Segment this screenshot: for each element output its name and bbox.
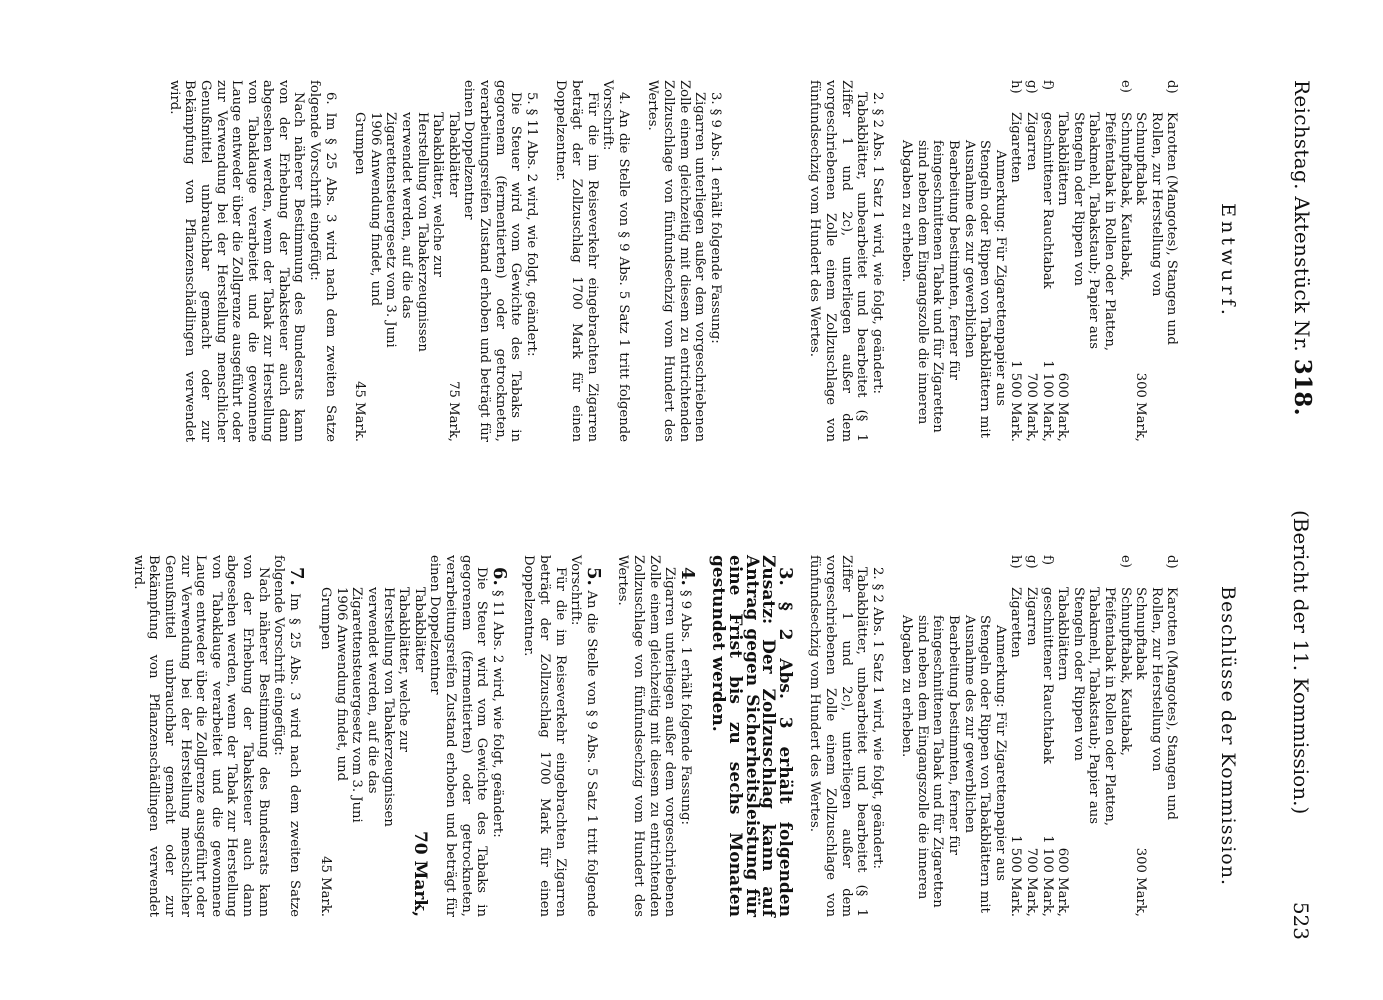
item-label: g) xyxy=(1024,555,1040,569)
tariff-item xyxy=(1023,555,1039,917)
header-left-text: Reichstag. Aktenstück Nr. xyxy=(1290,80,1314,353)
tax-line-text: Tabakblätter, welche zur Herstellung von Tabakerzeugnissen verwendet werden, auf die das Zigarettensteuergesetz vom 3. Juni 1906 Anwendung findet, und Grumpen xyxy=(318,587,412,827)
section-2-heading: 2. § 2 Abs. 1 Satz 1 wird, wie folgt, geändert: xyxy=(869,92,885,394)
tariff-item xyxy=(1008,80,1024,442)
section-4-body: Für die im Reiseverkehr eingebrachten Zigarren beträgt der Zollzuschlag 1700 Mark für einen Doppelzentner. xyxy=(553,80,600,442)
section-3-body: Zigarren unterliegen außer dem vorgeschriebenen Zolle einem gleichzeitig mit diesem zu entrichtenden Zollzuschlage von fünfundsechzig vom Hundert des Wertes. xyxy=(645,80,708,442)
header-title xyxy=(1289,80,1316,416)
section-heading-text: Im § 25 Abs. 3 wird nach dem zweiten Satze folgende Vorschrift eingefügt: xyxy=(271,555,302,917)
section-4-body: Zigarren unterliegen außer dem vorgeschriebenen Zolle einem gleichzeitig mit diesem zu entrichtenden Zollzuschlage von fünfundsechzig vom Hundert des Wertes. xyxy=(615,555,678,917)
tax-line-amount: 45 Mark. xyxy=(318,856,334,917)
tariff-item xyxy=(1133,555,1180,917)
section-number: 7. xyxy=(285,567,307,586)
item-amount: 700 Mark, xyxy=(1023,844,1039,917)
section-3-heading: 3. § 9 Abs. 1 erhält folgende Fassung: xyxy=(707,92,723,344)
header-commission: (Bericht der 11. Kommission.) xyxy=(1289,510,1313,815)
item-label: d) xyxy=(1164,555,1180,569)
section-2-body: Tabakblätter, unbearbeitet und bearbeitet (§ 1 Ziffer 1 und 2c), unterliegen außer dem vorgeschriebenen Zolle einem Zollzuschlage von fünfundsechzig vom Hundert des Wertes. xyxy=(807,555,870,917)
tax-line xyxy=(445,80,461,442)
commission-title: Beschlüsse der Kommission. xyxy=(1217,586,1239,886)
annotation-note: Anmerkung: Für Zigarettenpapier aus Stengeln oder Rippen von Tabakblättern mit Ausnahme des zur gewerblichen Bearbeitung bestimmten, ferner für feingeschnittenen Tabak und für Zigaretten sind neben dem Eingangszolle die inneren Abgaben zu erheben. xyxy=(899,615,1008,913)
tariff-item xyxy=(1039,80,1055,442)
tax-line-amount: 70 Mark, xyxy=(409,830,430,917)
item-label: e) xyxy=(1117,80,1133,93)
tax-line xyxy=(318,555,412,917)
section-2-body: Tabakblätter, unbearbeitet und bearbeitet (§ 1 Ziffer 1 und 2c), unterliegen außer dem vorgeschriebenen Zolle einem Zollzuschlage von fünfundsechzig vom Hundert des Wertes. xyxy=(807,80,870,442)
item-label: f) xyxy=(1039,555,1055,566)
item-amount: 300 Mark, xyxy=(1133,844,1149,917)
section-6-heading xyxy=(488,555,510,917)
item-text: Zigarren xyxy=(1024,587,1040,646)
section-5-body: Für die im Reiseverkehr eingebrachten Zigarren beträgt der Zollzuschlag 1700 Mark für einen Doppelzentner. xyxy=(521,555,568,917)
item-text: geschnittener Rauchtabak xyxy=(1039,587,1055,764)
item-amount: 1 100 Mark, xyxy=(1039,356,1055,442)
item-amount: 600 Mark, xyxy=(1055,844,1071,917)
tariff-item xyxy=(1055,80,1133,442)
section-5-body: Die Steuer wird vom Gewichte des Tabaks in gegorenem (fermentierten) oder getrockneten, verarbeitungsreifen Zustand erhoben und beträgt für einen Doppelzentner xyxy=(461,80,524,442)
item-text: Schnupftabak, Kautabak, Pfeifentabak in Rollen oder Platten, Tabakmehl, Tabakstaub; Papier aus Stengeln oder Rippen von Tabakblättern xyxy=(1055,587,1133,827)
item-text: Zigarren xyxy=(1024,112,1040,171)
section-number: 3. xyxy=(774,567,796,586)
section-number: 6. xyxy=(488,567,510,586)
item-amount: 1 500 Mark. xyxy=(1008,831,1024,917)
item-amount: 1 500 Mark. xyxy=(1008,356,1024,442)
tariff-item xyxy=(1008,555,1024,917)
section-3-amendment xyxy=(708,555,796,917)
section-heading-text: An die Stelle von § 9 Abs. 5 Satz 1 tritt folgende Vorschrift: xyxy=(568,555,599,917)
tax-line-amount: 75 Mark, xyxy=(445,381,461,442)
item-amount: 1 100 Mark, xyxy=(1039,831,1055,917)
item-label: g) xyxy=(1024,80,1040,94)
item-text: Karotten (Mangotes), Stangen und Rollen, zur Herstellung von Schnupftabak xyxy=(1133,587,1180,820)
section-6-heading: 6. Im § 25 Abs. 3 wird nach dem zweiten Satze folgende Vorschrift eingefügt: xyxy=(307,80,338,442)
item-amount: 700 Mark, xyxy=(1023,369,1039,442)
commission-column xyxy=(130,555,1239,917)
tax-line xyxy=(409,555,430,917)
draft-title: Entwurf. xyxy=(1217,203,1239,319)
section-5-heading xyxy=(568,555,604,917)
item-text: Zigaretten xyxy=(1008,112,1024,183)
section-5-heading: 5. § 11 Abs. 2 wird, wie folgt, geändert: xyxy=(523,92,539,357)
annotation-note: Anmerkung: Für Zigarettenpapier aus Stengeln oder Rippen von Tabakblättern mit Ausnahme des zur gewerblichen Bearbeitung bestimmten, ferner für feingeschnittenen Tabak und für Zigaretten sind neben dem Eingangszolle die inneren Abgaben zu erheben. xyxy=(899,140,1008,438)
tariff-item xyxy=(1039,555,1055,917)
tax-line xyxy=(352,80,446,442)
item-text: Zigaretten xyxy=(1008,587,1024,658)
tax-line-text: Tabakblätter xyxy=(445,112,461,198)
item-amount: 300 Mark, xyxy=(1133,369,1149,442)
section-2-heading: 2. § 2 Abs. 1 Satz 1 wird, wie folgt, geändert: xyxy=(869,567,885,869)
section-7-heading xyxy=(271,555,307,917)
section-number: 4. xyxy=(676,567,698,586)
section-heading-text: § 9 Abs. 1 erhält folgende Fassung: xyxy=(677,590,693,825)
page-number: 523 xyxy=(1289,901,1313,940)
tariff-item xyxy=(1055,555,1133,917)
item-label: h) xyxy=(1008,555,1024,569)
page-header xyxy=(1270,80,1316,940)
item-label: e) xyxy=(1117,555,1133,568)
section-heading-text: § 11 Abs. 2 wird, wie folgt, geändert: xyxy=(489,590,505,838)
section-4-heading xyxy=(676,555,698,917)
section-number: 5. xyxy=(582,567,604,586)
section-4-heading: 4. An die Stelle von § 9 Abs. 5 Satz 1 tritt folgende Vorschrift: xyxy=(600,80,631,442)
tariff-item xyxy=(1023,80,1039,442)
item-label: h) xyxy=(1008,80,1024,94)
item-text: Schnupftabak, Kautabak, Pfeifentabak in Rollen oder Platten, Tabakmehl, Tabakstaub; Papier aus Stengeln oder Rippen von Tabakblättern xyxy=(1055,112,1133,352)
item-amount: 600 Mark, xyxy=(1055,369,1071,442)
section-6-body: Die Steuer wird vom Gewichte des Tabaks in gegorenem (fermentierten) oder getrockneten, verarbeitungsreifen Zustand erhoben und beträgt für einen Doppelzentner xyxy=(427,555,490,917)
tariff-item xyxy=(1133,80,1180,442)
tax-line-amount: 45 Mark. xyxy=(352,381,368,442)
item-text: Karotten (Mangotes), Stangen und Rollen, zur Herstellung von Schnupftabak xyxy=(1133,112,1180,345)
section-7-body: Nach näherer Bestimmung des Bundesrats kann von der Erhebung der Tabaksteuer auch dann abgesehen werden, wenn der Tabak zur Herstellung von Tabaklauge verarbeitet und die gewonnene Lauge entweder über die Zollgrenze ausgeführt oder zur Verwendung bei der Herstellung menschlicher Genußmittel unbrauchbar gemacht oder zur Bekämpfung von Pflanzenschädlingen verwendet wird. xyxy=(130,555,271,917)
item-text: geschnittener Rauchtabak xyxy=(1039,112,1055,289)
draft-column xyxy=(166,80,1239,442)
document-number: 318. xyxy=(1289,358,1316,416)
tax-line-text: Tabakblätter, welche zur Herstellung von Tabakerzeugnissen verwendet werden, auf die das Zigarettensteuergesetz vom 3. Juni 1906 Anwendung findet, und Grumpen xyxy=(352,112,446,352)
tax-line-text: Tabakblätter xyxy=(411,587,427,673)
amendment-text: § 2 Abs. 3 erhält folgenden Zusatz: Der Zollzuschlag kann auf Antrag gegen Sicherheitsleistung für eine Frist bis zu sechs Monaten gestundet werden. xyxy=(708,555,795,917)
item-label: f) xyxy=(1039,80,1055,91)
item-label: d) xyxy=(1164,80,1180,94)
section-6-body: Nach näherer Bestimmung des Bundesrats kann von der Erhebung der Tabaksteuer auch dann abgesehen werden, wenn der Tabak zur Herstellung von Tabaklauge verarbeitet und die gewonnene Lauge entweder über die Zollgrenze ausgeführt oder zur Verwendung bei der Herstellung menschlicher Genußmittel unbrauchbar gemacht oder zur Bekämpfung von Pflanzenschädlingen verwendet wird. xyxy=(166,80,307,442)
